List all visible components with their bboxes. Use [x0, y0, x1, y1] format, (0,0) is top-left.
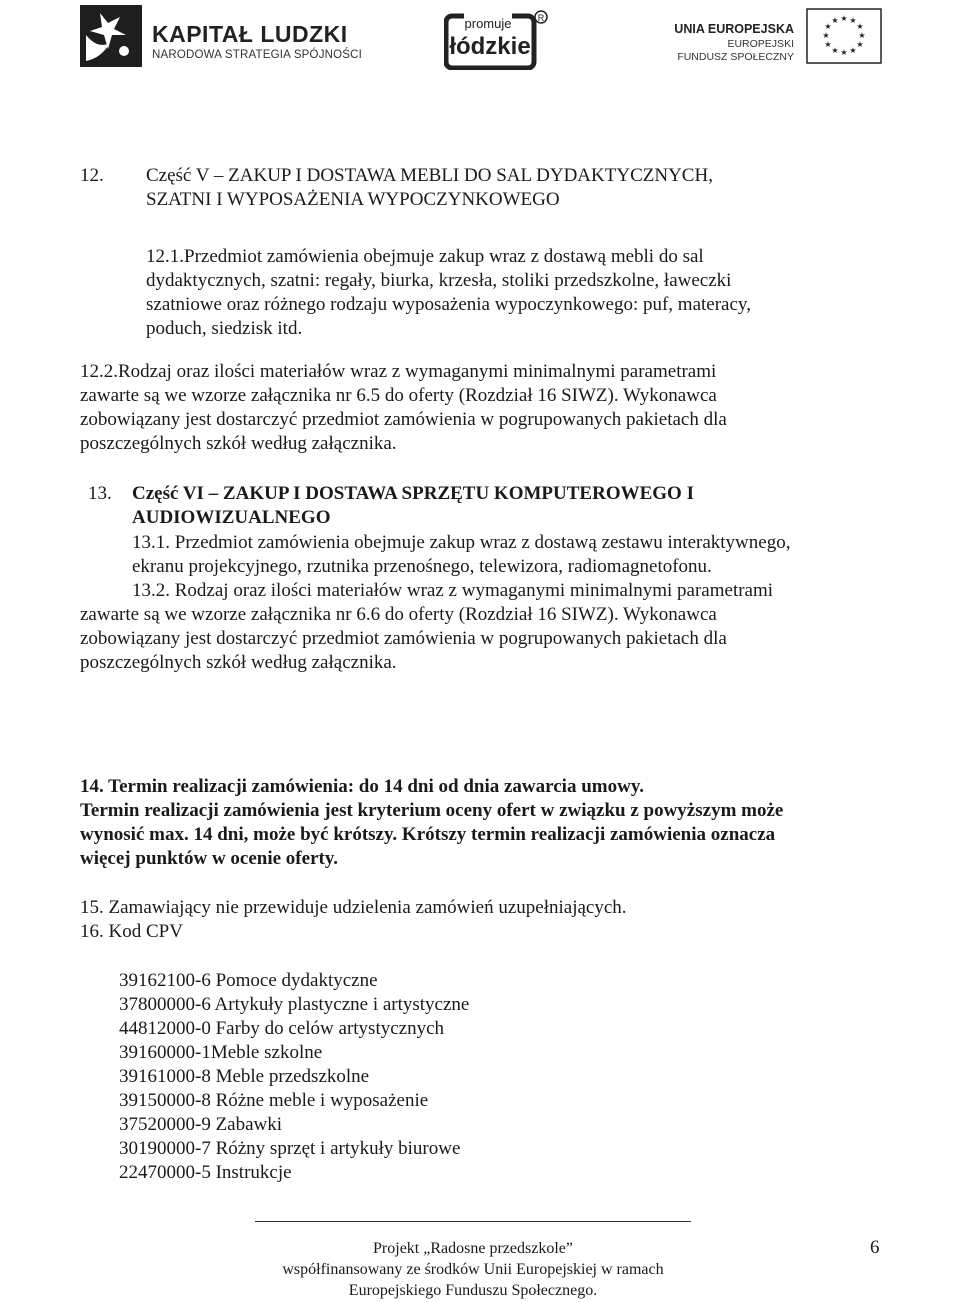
cpv-item: 37800000-6 Artykuły plastyczne i artystyczne	[119, 994, 470, 1015]
section-13-title-line1: Część VI – ZAKUP I DOSTAWA SPRZĘTU KOMPUTEROWEGO I	[132, 483, 694, 504]
section-14	[80, 775, 783, 871]
paragraph-line: zobowiązany jest dostarczyć przedmiot zamówienia w pogrupowanych pakietach dla	[80, 628, 727, 649]
section-15: 15. Zamawiający nie przewiduje udzielenia zamówień uzupełniających.	[80, 897, 627, 918]
section-12-title-line1: Część V – ZAKUP I DOSTAWA MEBLI DO SAL DYDAKTYCZNYCH,	[146, 165, 713, 186]
kapital-ludzki-subtitle: NARODOWA STRATEGIA SPÓJNOŚCI	[152, 49, 363, 61]
paragraph-line: poduch, siedzisk itd.	[146, 318, 303, 339]
paragraph-line: 13.1. Przedmiot zamówienia obejmuje zakup wraz z dostawą zestawu interaktywnego,	[132, 532, 791, 553]
svg-text:★: ★	[856, 22, 864, 31]
section-13-number: 13.	[88, 483, 112, 504]
unia-europejska-logo	[674, 8, 882, 66]
svg-text:★: ★	[831, 16, 839, 25]
footer-line3: Europejskiego Funduszu Społecznego.	[348, 1282, 598, 1299]
svg-text:R: R	[537, 13, 545, 23]
promuje-lodzkie-icon	[444, 8, 554, 70]
promuje-lodzkie-logo	[444, 8, 554, 70]
section-16: 16. Kod CPV	[80, 921, 183, 942]
svg-text:★: ★	[856, 40, 864, 49]
section-14-line4: więcej punktów w ocenie oferty.	[80, 848, 339, 869]
svg-text:★: ★	[824, 40, 832, 49]
kapital-ludzki-logo	[80, 5, 363, 67]
paragraph-13-1	[132, 531, 790, 579]
kapital-ludzki-title: KAPITAŁ LUDZKI	[152, 21, 348, 47]
svg-text:★: ★	[849, 16, 857, 25]
kapital-ludzki-mark-icon	[80, 5, 142, 67]
ue-line3: FUNDUSZ SPOŁECZNY	[677, 51, 794, 63]
lodz-top-text: promuje	[464, 16, 512, 31]
paragraph-line: dydaktycznych, szatni: regały, biurka, krzesła, stoliki przedszkolne, ławeczki	[146, 270, 732, 291]
cpv-item: 37520000-9 Zabawki	[119, 1114, 283, 1135]
paragraph-12-2	[80, 360, 727, 456]
paragraph-13-2	[80, 579, 773, 675]
paragraph-line: szatniowe oraz różnego rodzaju wyposażenia wypoczynkowego: puf, materacy,	[146, 294, 751, 315]
cpv-item: 30190000-7 Różny sprzęt i artykuły biurowe	[119, 1138, 461, 1159]
eu-flag-icon	[806, 8, 882, 64]
svg-text:★: ★	[831, 46, 839, 55]
cpv-item: 44812000-0 Farby do celów artystycznych	[119, 1018, 445, 1039]
footer	[220, 1238, 726, 1301]
footer-line1: Projekt „Radosne przedszkole”	[373, 1240, 573, 1257]
page-number: 6	[870, 1237, 880, 1258]
lodz-main-text: łódzkie	[449, 33, 531, 60]
section-14-line3: wynosić max. 14 dni, może być krótszy. Krótszy termin realizacji zamówienia oznacza	[80, 824, 776, 845]
svg-text:★: ★	[858, 31, 866, 40]
cpv-item: 39161000-8 Meble przedszkolne	[119, 1066, 370, 1087]
svg-text:★: ★	[822, 31, 830, 40]
footer-divider	[255, 1221, 691, 1222]
svg-text:★: ★	[840, 48, 848, 57]
ue-line1: UNIA EUROPEJSKA	[674, 22, 794, 36]
cpv-item: 39162100-6 Pomoce dydaktyczne	[119, 970, 378, 991]
cpv-list	[119, 969, 469, 1185]
paragraph-line: 12.2.Rodzaj oraz ilości materiałów wraz z wymaganymi minimalnymi parametrami	[80, 361, 717, 382]
section-14-line1: 14. Termin realizacji zamówienia: do 14 dni od dnia zawarcia umowy.	[80, 776, 645, 797]
paragraph-line: ekranu projekcyjnego, rzutnika przenośnego, telewizora, radiomagnetofonu.	[132, 556, 712, 577]
paragraph-line: poszczególnych szkół według załącznika.	[80, 433, 397, 454]
svg-text:★: ★	[824, 22, 832, 31]
paragraph-line: poszczególnych szkół według załącznika.	[80, 652, 397, 673]
section-12-number: 12.	[80, 165, 104, 186]
svg-text:★: ★	[840, 14, 848, 23]
paragraph-line: zawarte są we wzorze załącznika nr 6.5 do oferty (Rozdział 16 SIWZ). Wykonawca	[80, 385, 717, 406]
cpv-item: 39150000-8 Różne meble i wyposażenie	[119, 1090, 429, 1111]
footer-line2: współfinansowany ze środków Unii Europejskiej w ramach	[282, 1261, 664, 1278]
ue-line2: EUROPEJSKI	[727, 38, 794, 50]
section-12-title-line2: SZATNI I WYPOSAŻENIA WYPOCZYNKOWEGO	[146, 189, 560, 210]
cpv-item: 39160000-1Meble szkolne	[119, 1042, 323, 1063]
paragraph-line: 12.1.Przedmiot zamówienia obejmuje zakup wraz z dostawą mebli do sal	[146, 246, 704, 267]
paragraph-12-1	[146, 245, 751, 341]
section-13-title-line2: AUDIOWIZUALNEGO	[132, 507, 331, 528]
cpv-item: 22470000-5 Instrukcje	[119, 1162, 292, 1183]
paragraph-line: zawarte są we wzorze załącznika nr 6.6 do oferty (Rozdział 16 SIWZ). Wykonawca	[80, 604, 717, 625]
svg-text:★: ★	[849, 46, 857, 55]
section-14-line2: Termin realizacji zamówienia jest kryterium oceny ofert w związku z powyższym może	[80, 800, 784, 821]
paragraph-line: zobowiązany jest dostarczyć przedmiot zamówienia w pogrupowanych pakietach dla	[80, 409, 727, 430]
paragraph-line: 13.2. Rodzaj oraz ilości materiałów wraz z wymaganymi minimalnymi parametrami	[132, 580, 774, 601]
